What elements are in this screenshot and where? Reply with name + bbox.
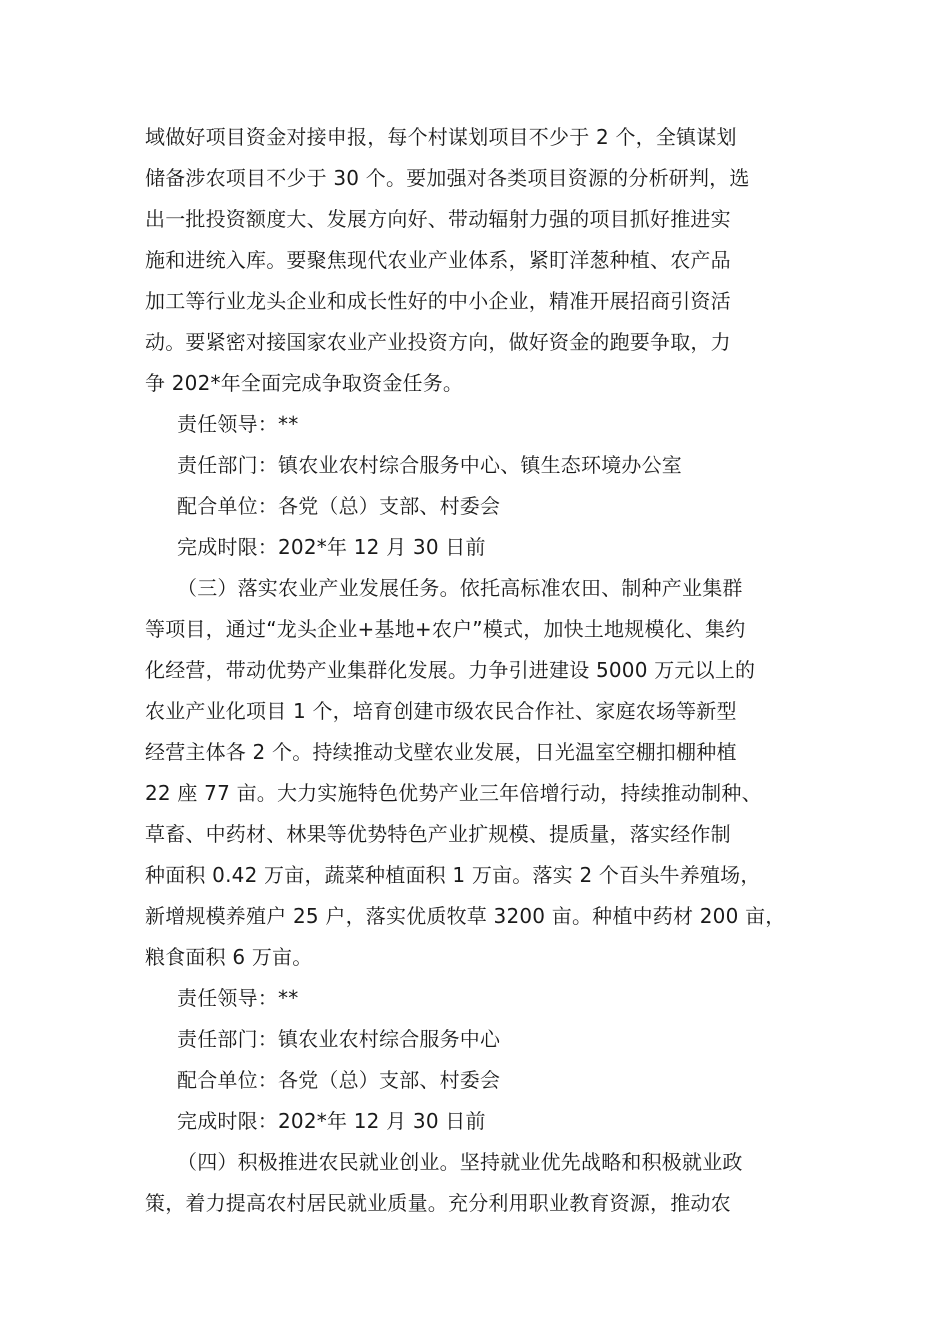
text-line: 动。要紧密对接国家农业产业投资方向，做好资金的跑要争取，力	[145, 330, 731, 354]
text-line: 新增规模养殖户 25 户，落实优质牧草 3200 亩。种植中药材 200 亩，	[145, 904, 786, 928]
section-heading-line: （四）积极推进农民就业创业。坚持就业优先战略和积极就业政	[177, 1150, 743, 1174]
text-line: 化经营，带动优势产业集群化发展。力争引进建设 5000 万元以上的	[145, 658, 756, 682]
responsible-department-line: 责任部门：镇农业农村综合服务中心、镇生态环境办公室	[177, 453, 682, 477]
cooperating-unit-line: 配合单位：各党（总）支部、村委会	[177, 1068, 501, 1092]
text-line: 储备涉农项目不少于 30 个。要加强对各类项目资源的分析研判，选	[145, 166, 750, 190]
text-line: 农业产业化项目 1 个，培育创建市级农民合作社、家庭农场等新型	[145, 699, 737, 723]
text-line: 经营主体各 2 个。持续推动戈壁农业发展，日光温室空棚扣棚种植	[145, 740, 737, 764]
responsible-department-line: 责任部门：镇农业农村综合服务中心	[177, 1027, 501, 1051]
text-line: 出一批投资额度大、发展方向好、带动辐射力强的项目抓好推进实	[145, 207, 731, 231]
text-line: 域做好项目资金对接申报，每个村谋划项目不少于 2 个，全镇谋划	[145, 125, 737, 149]
text-line: 策，着力提高农村居民就业质量。充分利用职业教育资源，推动农	[145, 1191, 731, 1215]
text-line: 粮食面积 6 万亩。	[145, 945, 313, 969]
responsible-leader-line: 责任领导：**	[177, 986, 299, 1010]
text-line: 种面积 0.42 万亩，蔬菜种植面积 1 万亩。落实 2 个百头牛养殖场，	[145, 863, 761, 887]
text-line: 等项目，通过“龙头企业+基地+农户”模式，加快土地规模化、集约	[145, 617, 746, 641]
text-line: 争 202*年全面完成争取资金任务。	[145, 371, 464, 395]
text-line: 草畜、中药材、林果等优势特色产业扩规模、提质量，落实经作制	[145, 822, 731, 846]
text-line: 加工等行业龙头企业和成长性好的中小企业，精准开展招商引资活	[145, 289, 731, 313]
deadline-line: 完成时限：202*年 12 月 30 日前	[177, 535, 486, 559]
document-body	[145, 117, 835, 1224]
cooperating-unit-line: 配合单位：各党（总）支部、村委会	[177, 494, 501, 518]
section-heading-line: （三）落实农业产业发展任务。依托高标准农田、制种产业集群	[177, 576, 743, 600]
deadline-line: 完成时限：202*年 12 月 30 日前	[177, 1109, 486, 1133]
responsible-leader-line: 责任领导：**	[177, 412, 299, 436]
text-line: 施和进统入库。要聚焦现代农业产业体系，紧盯洋葱种植、农产品	[145, 248, 731, 272]
text-line: 22 座 77 亩。大力实施特色优势产业三年倍增行动，持续推动制种、	[145, 781, 762, 805]
